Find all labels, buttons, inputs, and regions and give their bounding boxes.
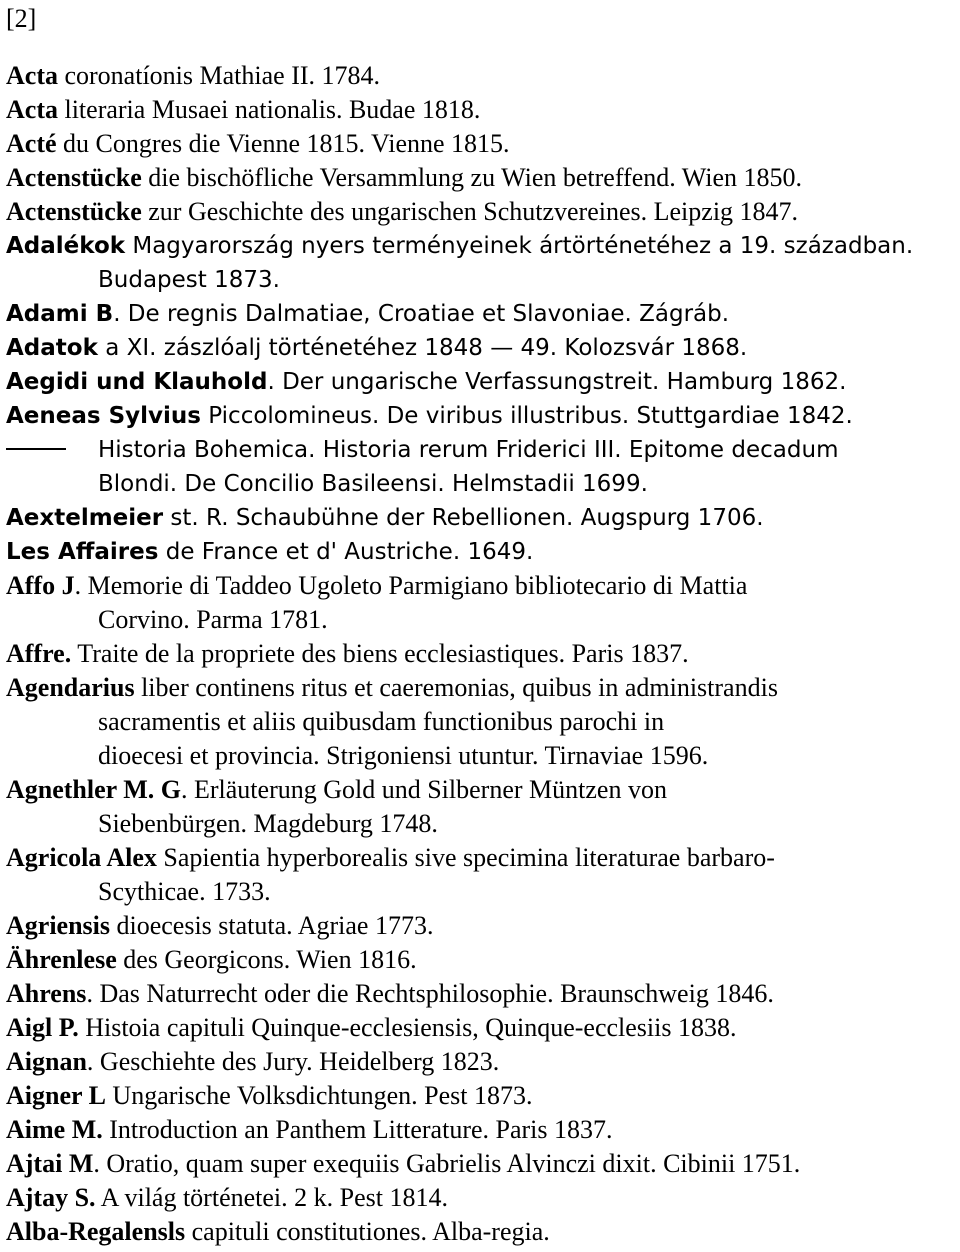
entry-continuation: dioecesi et provincia. Strigoniensi utuntur. Tirnaviae 1596. xyxy=(98,741,709,770)
entry-heading: Acta xyxy=(6,95,58,124)
entry-continuation: Corvino. Parma 1781. xyxy=(98,605,328,634)
entry-text: a XI. zászlóalj történetéhez 1848 — 49. Kolozsvár 1868. xyxy=(97,335,748,361)
list-item xyxy=(6,1079,956,1113)
entry-heading: Ährenlese xyxy=(6,945,117,974)
list-item xyxy=(6,671,956,773)
entry-text: Historia Bohemica. Historia rerum Friderici III. Epitome decadum xyxy=(98,437,839,463)
entry-text: st. R. Schaubühne der Rebellionen. Augspurg 1706. xyxy=(163,505,764,531)
entry-text: dioecesis statuta. Agriae 1773. xyxy=(110,911,434,940)
entry-text: . Geschiehte des Jury. Heidelberg 1823. xyxy=(86,1047,500,1076)
entry-heading: Affre. xyxy=(6,639,72,668)
list-item xyxy=(6,569,956,637)
list-item xyxy=(6,1113,956,1147)
entry-heading: Aigl P. xyxy=(6,1013,79,1042)
list-item xyxy=(6,195,956,229)
entry-text: du Congres die Vienne 1815. Vienne 1815. xyxy=(56,129,510,158)
entry-text: Piccolomineus. De viribus illustribus. Stuttgardiae 1842. xyxy=(200,403,853,429)
list-item xyxy=(6,399,956,433)
entry-text: . De regnis Dalmatiae, Croatiae et Slavoniae. Zágráb. xyxy=(113,301,730,327)
ditto-dash xyxy=(6,448,66,450)
entry-text: capituli constitutiones. Alba-regia. xyxy=(185,1217,550,1246)
entry-heading: Actenstücke xyxy=(6,197,142,226)
entry-heading: Affo J xyxy=(6,571,75,600)
list-item xyxy=(6,297,956,331)
entry-heading: Aignan xyxy=(6,1047,87,1076)
list-item xyxy=(6,433,956,501)
bibliography-list xyxy=(6,59,956,1249)
entry-heading: Agendarius xyxy=(6,673,135,702)
entry-heading: Acté xyxy=(6,129,57,158)
entry-text: literaria Musaei nationalis. Budae 1818. xyxy=(57,95,481,124)
list-item xyxy=(6,977,956,1011)
entry-text: Introduction an Panthem Litterature. Paris 1837. xyxy=(102,1115,613,1144)
entry-text: Magyarország nyers terményeinek ártörténetéhez a 19. században. xyxy=(125,233,914,259)
entry-heading: Aextelmeier xyxy=(6,505,164,531)
list-item xyxy=(6,1147,956,1181)
entry-text: . Oratio, quam super exequiis Gabrielis Alvinczi dixit. Cibinii 1751. xyxy=(93,1149,801,1178)
list-item xyxy=(6,1215,956,1249)
list-item xyxy=(6,59,956,93)
entry-heading: Adalékok xyxy=(6,233,126,259)
list-item xyxy=(6,365,956,399)
entry-text: . Das Naturrecht oder die Rechtsphilosophie. Braunschweig 1846. xyxy=(86,979,774,1008)
entry-text: . Memorie di Taddeo Ugoleto Parmigiano bibliotecario di Mattia xyxy=(74,571,748,600)
entry-heading: Aigner L xyxy=(6,1081,106,1110)
entry-continuation: sacramentis et aliis quibusdam functionibus parochi in xyxy=(98,707,665,736)
list-item xyxy=(6,501,956,535)
entry-continuation: Blondi. De Concilio Basileensi. Helmstadii 1699. xyxy=(98,471,648,497)
entry-heading: Ajtai M xyxy=(6,1149,94,1178)
entry-heading: Aime M. xyxy=(6,1115,103,1144)
entry-heading: Agnethler M. G xyxy=(6,775,181,804)
entry-heading: Ahrens xyxy=(6,979,87,1008)
entry-heading: Alba-Regalensls xyxy=(6,1217,186,1246)
list-item xyxy=(6,229,956,297)
entry-heading: Aeneas Sylvius xyxy=(6,403,201,429)
entry-heading: Actenstücke xyxy=(6,163,142,192)
entry-continuation: Siebenbürgen. Magdeburg 1748. xyxy=(98,809,438,838)
list-item xyxy=(6,1181,956,1215)
list-item xyxy=(6,943,956,977)
entry-continuation: Scythicae. 1733. xyxy=(98,877,271,906)
entry-heading: Adatok xyxy=(6,335,98,361)
entry-text: Sapientia hyperborealis sive specimina literaturae barbaro- xyxy=(156,843,775,872)
list-item xyxy=(6,841,956,909)
entry-text: de France et d' Austriche. 1649. xyxy=(158,539,534,565)
entry-text: liber continens ritus et caeremonias, quibus in administrandis xyxy=(134,673,778,702)
list-item xyxy=(6,1045,956,1079)
list-item xyxy=(6,773,956,841)
list-item xyxy=(6,331,956,365)
entry-text: . Der ungarische Verfassungstreit. Hamburg 1862. xyxy=(267,369,847,395)
entry-heading: Acta xyxy=(6,61,58,90)
list-item xyxy=(6,637,956,671)
entry-text: . Erläuterung Gold und Silberner Müntzen von xyxy=(181,775,667,804)
entry-text: Ungarische Volksdichtungen. Pest 1873. xyxy=(105,1081,533,1110)
list-item xyxy=(6,535,956,569)
page-number: [2] xyxy=(6,4,37,33)
entry-text: des Georgicons. Wien 1816. xyxy=(116,945,417,974)
entry-text: coronatíonis Mathiae II. 1784. xyxy=(57,61,381,90)
entry-heading: Ajtay S. xyxy=(6,1183,96,1212)
entry-heading: Agriensis xyxy=(6,911,110,940)
entry-text: Traite de la propriete des biens ecclesiastiques. Paris 1837. xyxy=(71,639,689,668)
list-item xyxy=(6,161,956,195)
entry-heading: Agricola Alex xyxy=(6,843,157,872)
list-item xyxy=(6,93,956,127)
entry-heading: Aegidi und Klauhold xyxy=(6,369,268,395)
entry-continuation: Budapest 1873. xyxy=(98,267,280,293)
list-item xyxy=(6,909,956,943)
entry-text: Histoia capituli Quinque-ecclesiensis, Quinque-ecclesiis 1838. xyxy=(78,1013,737,1042)
entry-text: A világ történetei. 2 k. Pest 1814. xyxy=(95,1183,448,1212)
list-item xyxy=(6,1011,956,1045)
entry-text: zur Geschichte des ungarischen Schutzvereines. Leipzig 1847. xyxy=(141,197,799,226)
entry-heading: Les Affaires xyxy=(6,539,159,565)
entry-heading: Adami B xyxy=(6,301,114,327)
list-item xyxy=(6,127,956,161)
entry-text: die bischöfliche Versammlung zu Wien betreffend. Wien 1850. xyxy=(141,163,803,192)
